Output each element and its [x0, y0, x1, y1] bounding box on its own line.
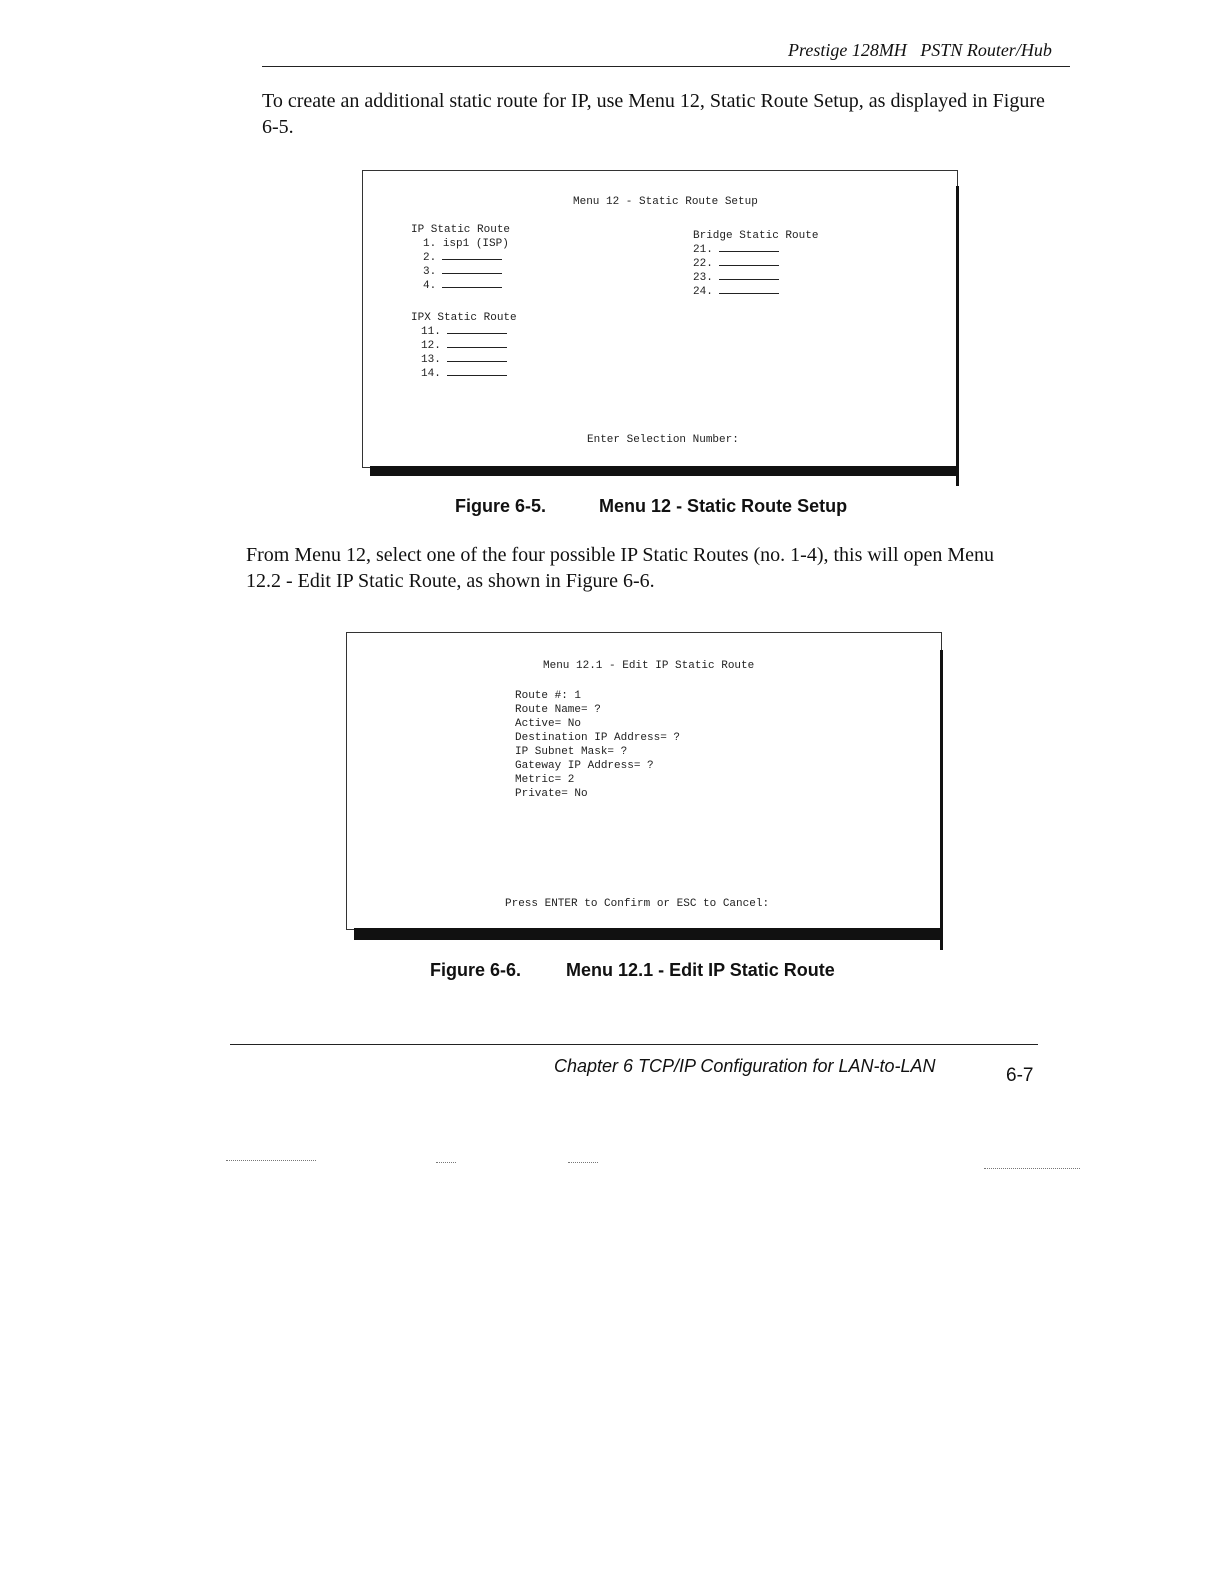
fig2-prompt: Press ENTER to Confirm or ESC to Cancel:: [505, 898, 770, 910]
fig2-field: Destination IP Address= ?: [515, 732, 681, 744]
fig1-ip-item: 4.: [423, 279, 502, 293]
intro-line-1: To create an additional static route for IP, use Menu 12, Static Route Setup, as displayed in Figure: [262, 90, 1045, 112]
fig1-bridge-item: 22.: [693, 257, 779, 271]
fig1-shadow-right: [956, 186, 959, 486]
fig1-ipx-item: 14.: [421, 367, 507, 381]
header-product: Prestige 128MH: [788, 40, 907, 60]
fig2-field: Metric= 2: [515, 774, 575, 786]
figure-6-5-screen: [362, 170, 958, 468]
fig1-caption-title: Menu 12 - Static Route Setup: [599, 496, 848, 516]
header-subtitle: PSTN Router/Hub: [920, 40, 1052, 60]
figure-6-5-caption: [455, 496, 847, 517]
fig2-field: IP Subnet Mask= ?: [515, 746, 628, 758]
fig2-title: Menu 12.1 - Edit IP Static Route: [543, 660, 755, 672]
fig1-ip-item: 2.: [423, 251, 502, 265]
intro-line-2: 6-5.: [262, 116, 294, 138]
fig1-caption-label: Figure 6-5.: [455, 496, 547, 516]
fig1-shadow-bottom: [370, 466, 959, 476]
fig1-ipx-heading: IPX Static Route: [411, 312, 517, 324]
fig1-ipx-item: 13.: [421, 353, 507, 367]
scan-speck: [226, 1160, 316, 1162]
figure-6-6-caption: [430, 960, 835, 981]
fig1-ip-heading: IP Static Route: [411, 224, 511, 236]
footer-page-number: 6-7: [1006, 1065, 1034, 1086]
figure-6-6-screen: [346, 632, 942, 930]
fig2-field: Route #: 1: [515, 690, 582, 702]
footer-rule: [230, 1044, 1038, 1045]
fig2-caption-label: Figure 6-6.: [430, 960, 522, 980]
scan-speck: [436, 1162, 456, 1164]
fig1-bridge-item: 23.: [693, 271, 779, 285]
fig2-field: Gateway IP Address= ?: [515, 760, 654, 772]
fig1-ip-item: 3.: [423, 265, 502, 279]
fig2-field: Route Name= ?: [515, 704, 601, 716]
fig2-field: Private= No: [515, 788, 588, 800]
fig2-caption-title: Menu 12.1 - Edit IP Static Route: [566, 960, 835, 980]
fig1-ipx-item: 11.: [421, 325, 507, 339]
fig1-prompt: Enter Selection Number:: [587, 434, 739, 446]
fig2-field: Active= No: [515, 718, 582, 730]
fig1-bridge-item: 21.: [693, 243, 779, 257]
fig1-ipx-item: 12.: [421, 339, 507, 353]
middle-line-1: From Menu 12, select one of the four possible IP Static Routes (no. 1-4), this will open Menu: [246, 544, 995, 566]
header-rule: [262, 66, 1070, 67]
intro-paragraph: [262, 86, 1082, 142]
fig1-title: Menu 12 - Static Route Setup: [573, 196, 758, 208]
fig2-shadow-bottom: [354, 928, 943, 940]
fig1-ip-item: 1. isp1 (ISP): [423, 238, 509, 250]
middle-line-2: 12.2 - Edit IP Static Route, as shown in Figure 6-6.: [246, 570, 655, 592]
scan-speck: [568, 1162, 598, 1164]
running-header: [788, 40, 1052, 61]
fig2-shadow-right: [940, 650, 943, 950]
scan-speck: [984, 1168, 1080, 1170]
middle-paragraph: [246, 540, 1066, 596]
fig1-bridge-heading: Bridge Static Route: [693, 230, 819, 242]
fig1-bridge-item: 24.: [693, 285, 779, 299]
footer-chapter: Chapter 6 TCP/IP Configuration for LAN-to-LAN: [554, 1056, 936, 1076]
